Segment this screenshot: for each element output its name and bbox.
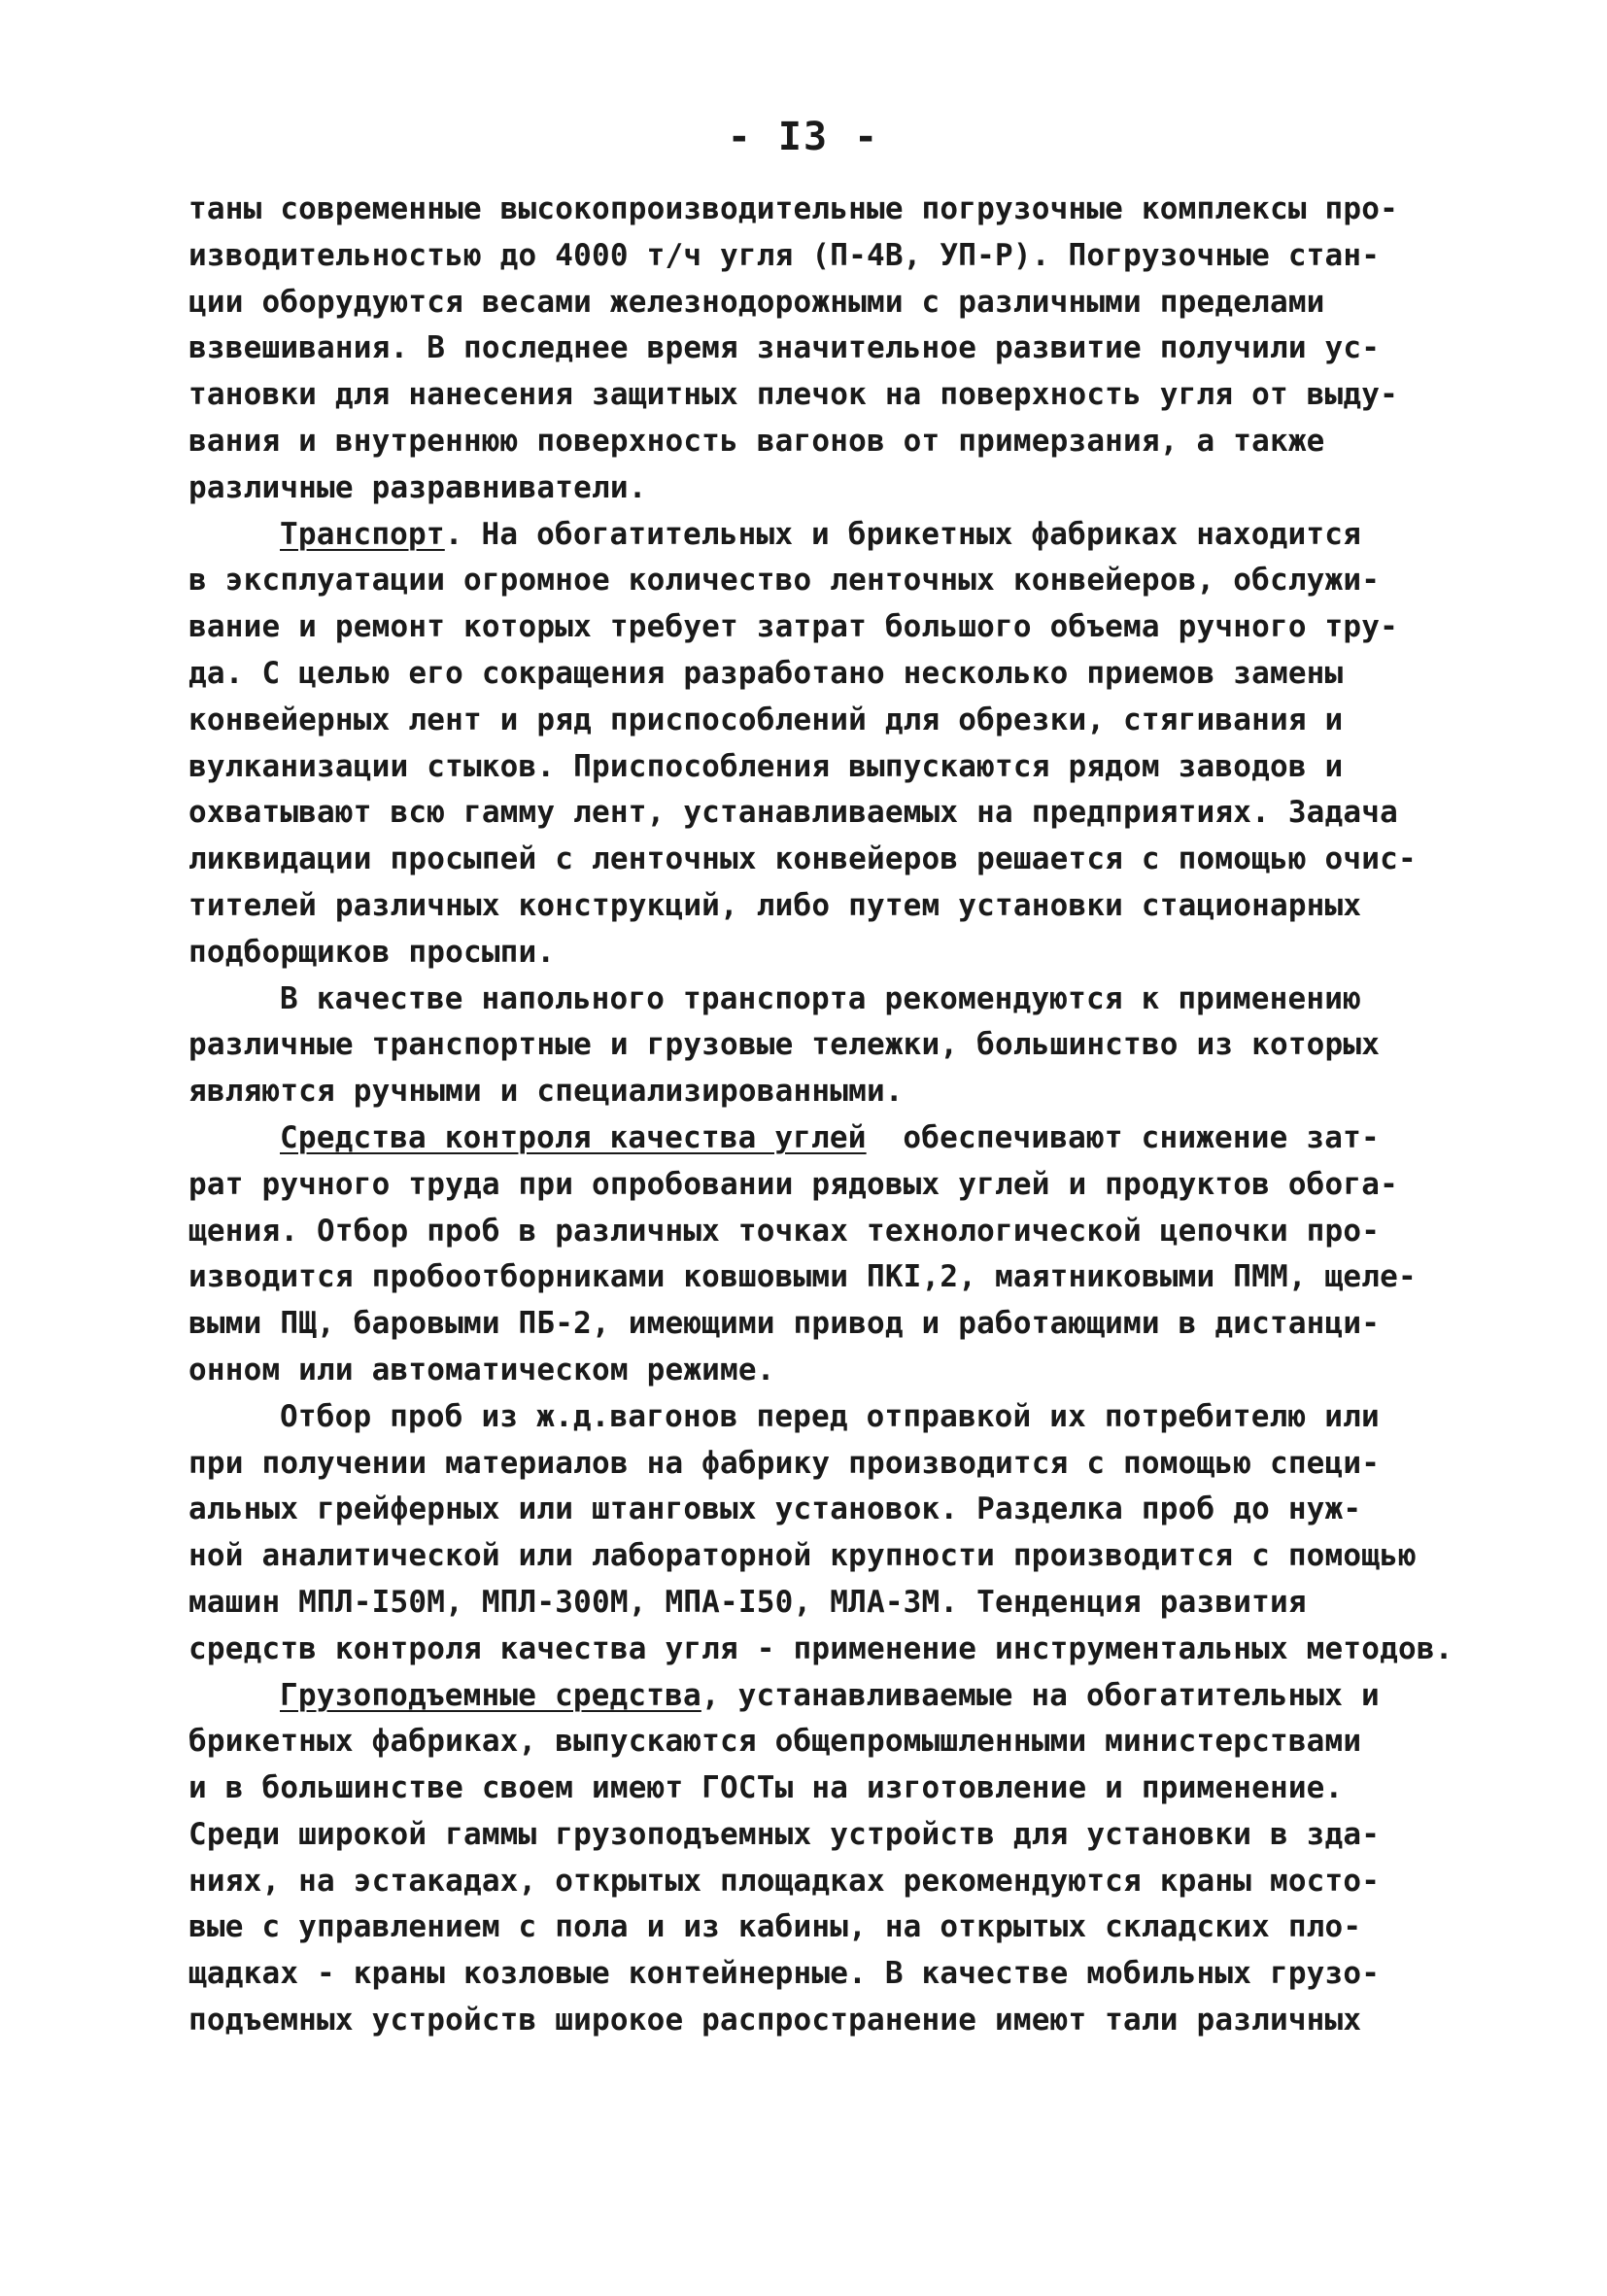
text-run: обеспечивают снижение зат-: [866, 1119, 1380, 1155]
text-line: взвешивания. В последнее время значительное развитие получили ус-: [188, 330, 1381, 366]
text-line: вулканизации стыков. Приспособления выпускаются рядом заводов и: [188, 748, 1344, 784]
text-line: различные транспортные и грузовые тележки, большинство из которых: [188, 1027, 1381, 1063]
text-line: ликвидации просыпей с ленточных конвейеров решается с помощью очис-: [188, 841, 1417, 877]
text-line: ниях, на эстакадах, открытых площадках рекомендуются краны мосто-: [188, 1863, 1381, 1899]
text-run: . На обогатительных и брикетных фабриках находится: [444, 516, 1361, 552]
text-line: рат ручного труда при опробовании рядовых углей и продуктов обога-: [188, 1166, 1398, 1202]
text-line: да. С целью его сокращения разработано несколько приемов замены: [188, 655, 1344, 691]
text-line: выми ПЩ, баровыми ПБ-2, имеющими привод и работающими в дистанци-: [188, 1306, 1381, 1342]
text-line: вания и внутреннюю поверхность вагонов от примерзания, а также: [188, 423, 1325, 459]
text-line: [188, 1115, 1490, 1162]
text-line: в эксплуатации огромное количество ленточных конвейеров, обслужи-: [188, 563, 1381, 599]
text-run: , устанавливаемые на обогатительных и: [701, 1677, 1380, 1713]
text-line: изводительностью до 4000 т/ч угля (П-4В, УП-Р). Погрузочные стан-: [188, 237, 1381, 273]
paragraph-quality-control: [188, 1115, 1490, 1394]
text-line: и в большинстве своем имеют ГОСТы на изготовление и применение.: [188, 1770, 1344, 1806]
text-line: В качестве напольного транспорта рекомендуются к применению: [280, 980, 1361, 1016]
text-line: Отбор проб из ж.д.вагонов перед отправкой их потребителю или: [280, 1398, 1380, 1434]
paragraph: [188, 187, 1490, 512]
text-line: брикетных фабриках, выпускаются общепромышленными министерствами: [188, 1724, 1362, 1760]
text-line: вые с управлением с пола и из кабины, на открытых складских пло-: [188, 1909, 1362, 1945]
text-line: тителей различных конструкций, либо путем установки стационарных: [188, 887, 1362, 923]
text-line: [188, 512, 1490, 559]
text-line: являются ручными и специализированными.: [188, 1074, 904, 1110]
text-line: подъемных устройств широкое распространение имеют тали различных: [188, 2003, 1362, 2039]
paragraph-transport: [188, 512, 1490, 977]
text-line: средств контроля качества угля - применение инструментальных методов.: [188, 1630, 1453, 1666]
text-line: вание и ремонт которых требует затрат большого объема ручного тру-: [188, 609, 1398, 645]
text-line: ции оборудуются весами железнодорожными с различными пределами: [188, 284, 1325, 320]
section-heading: Транспорт: [280, 516, 445, 552]
paragraph: [188, 1394, 1490, 1673]
page-number: - I3 -: [727, 115, 880, 159]
section-heading: Грузоподъемные средства: [280, 1677, 701, 1713]
text-line: машин МПЛ-I50М, МПЛ-300М, МПА-I50, МЛА-3М. Тенденция развития: [188, 1584, 1307, 1620]
text-line: онном или автоматическом режиме.: [188, 1352, 775, 1388]
paragraph-lifting-equipment: [188, 1673, 1490, 2044]
text-line: тановки для нанесения защитных плечок на поверхность угля от выду-: [188, 377, 1398, 413]
text-line: различные разравниватели.: [188, 469, 647, 505]
text-line: таны современные высокопроизводительные погрузочные комплексы про-: [188, 191, 1398, 226]
text-line: [188, 1673, 1490, 1720]
text-line: подборщиков просыпи.: [188, 934, 556, 970]
text-line: альных грейферных или штанговых установок. Разделка проб до нуж-: [188, 1491, 1362, 1527]
text-line: щения. Отбор проб в различных точках технологической цепочки про-: [188, 1213, 1381, 1249]
text-line: конвейерных лент и ряд приспособлений для обрезки, стягивания и: [188, 702, 1344, 737]
text-line: охватывают всю гамму лент, устанавливаемых на предприятиях. Задача: [188, 795, 1398, 831]
section-heading: Средства контроля качества углей: [280, 1119, 867, 1155]
body-text: [188, 187, 1490, 2044]
text-line: при получении материалов на фабрику производится с помощью специ-: [188, 1445, 1381, 1481]
text-line: щадках - краны козловые контейнерные. В качестве мобильных грузо-: [188, 1956, 1381, 1992]
text-line: ной аналитической или лабораторной крупности производится с помощью: [188, 1538, 1417, 1574]
text-line: Среди широкой гаммы грузоподъемных устройств для установки в зда-: [188, 1816, 1381, 1852]
paragraph: [188, 977, 1490, 1115]
text-line: изводится пробоотборниками ковшовыми ПКI,2, маятниковыми ПММ, щеле-: [188, 1259, 1417, 1295]
